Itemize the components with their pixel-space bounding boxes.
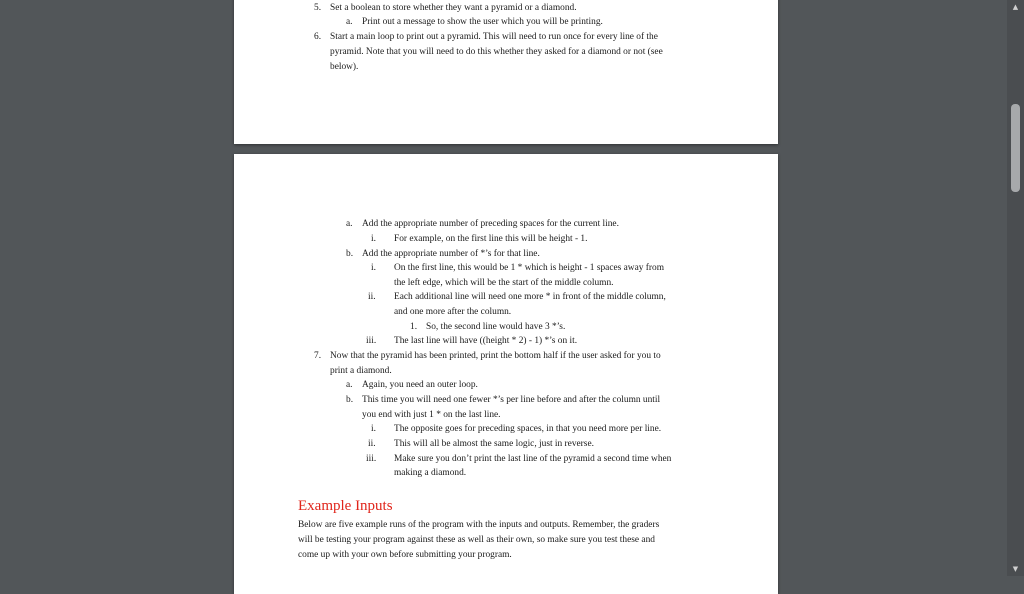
list-marker: 5. — [314, 3, 322, 13]
list-item-text: making a diamond. — [394, 468, 467, 478]
list-item-text: This will all be almost the same logic, just in reverse. — [394, 439, 594, 449]
list-item-text: and one more after the column. — [394, 307, 512, 317]
scrollbar-thumb[interactable] — [1011, 104, 1020, 192]
list-item-text: below). — [330, 62, 359, 72]
list-marker: 1. — [410, 322, 418, 332]
paragraph-line: come up with your own before submitting your program. — [298, 550, 512, 560]
document-page-1 — [234, 0, 778, 144]
list-item-text: Make sure you don’t print the last line of the pyramid a second time when — [394, 454, 672, 464]
document-page-2 — [234, 154, 778, 594]
list-marker: i. — [371, 234, 376, 244]
list-item-text: The last line will have ((height * 2) - 1) *’s on it. — [394, 336, 578, 346]
paragraph-line: will be testing your program against these as well as their own, so make sure you test these and — [298, 535, 655, 545]
list-item-text: The opposite goes for preceding spaces, in that you need more per line. — [394, 424, 662, 434]
list-item-text: Again, you need an outer loop. — [362, 380, 478, 390]
list-marker: a. — [346, 219, 353, 229]
list-item-text: Set a boolean to store whether they want a pyramid or a diamond. — [330, 3, 577, 13]
list-marker: ii. — [368, 439, 376, 449]
list-item-text: pyramid. Note that you will need to do this whether they asked for a diamond or not (see — [330, 47, 663, 57]
list-marker: i. — [371, 424, 376, 434]
list-item-text: Each additional line will need one more * in front of the middle column, — [394, 292, 666, 302]
list-item-text: Print out a message to show the user which you will be printing. — [362, 17, 603, 27]
list-item-text: Now that the pyramid has been printed, print the bottom half if the user asked for you to — [330, 351, 661, 361]
section-heading: Example Inputs — [298, 498, 393, 514]
list-marker: b. — [346, 395, 354, 405]
list-item-text: So, the second line would have 3 *’s. — [426, 322, 566, 332]
scroll-down-icon[interactable]: ▼ — [1012, 565, 1019, 573]
scroll-up-icon[interactable]: ▲ — [1012, 3, 1019, 11]
paragraph-line: Below are five example runs of the program with the inputs and outputs. Remember, the graders — [298, 520, 660, 530]
vertical-scrollbar[interactable] — [1007, 0, 1024, 576]
list-marker: iii. — [366, 454, 377, 464]
list-item-text: you end with just 1 * on the last line. — [362, 410, 501, 420]
list-item-text: Start a main loop to print out a pyramid. This will need to run once for every line of the — [330, 32, 658, 42]
list-marker: iii. — [366, 336, 377, 346]
list-item-text: On the first line, this would be 1 * which is height - 1 spaces away from — [394, 263, 664, 273]
list-marker: a. — [346, 380, 353, 390]
list-marker: 6. — [314, 32, 322, 42]
list-item-text: Add the appropriate number of preceding spaces for the current line. — [362, 219, 619, 229]
list-item-text: Add the appropriate number of *’s for that line. — [362, 249, 540, 259]
list-marker: ii. — [368, 292, 376, 302]
list-item-text: the left edge, which will be the start of the middle column. — [394, 278, 614, 288]
list-item-text: For example, on the first line this will be height - 1. — [394, 234, 588, 244]
list-item-text: This time you will need one fewer *’s per line before and after the column until — [362, 395, 661, 405]
list-marker: 7. — [314, 351, 322, 361]
list-marker: b. — [346, 249, 354, 259]
list-item-text: print a diamond. — [330, 366, 392, 376]
list-marker: i. — [371, 263, 376, 273]
list-marker: a. — [346, 17, 353, 27]
